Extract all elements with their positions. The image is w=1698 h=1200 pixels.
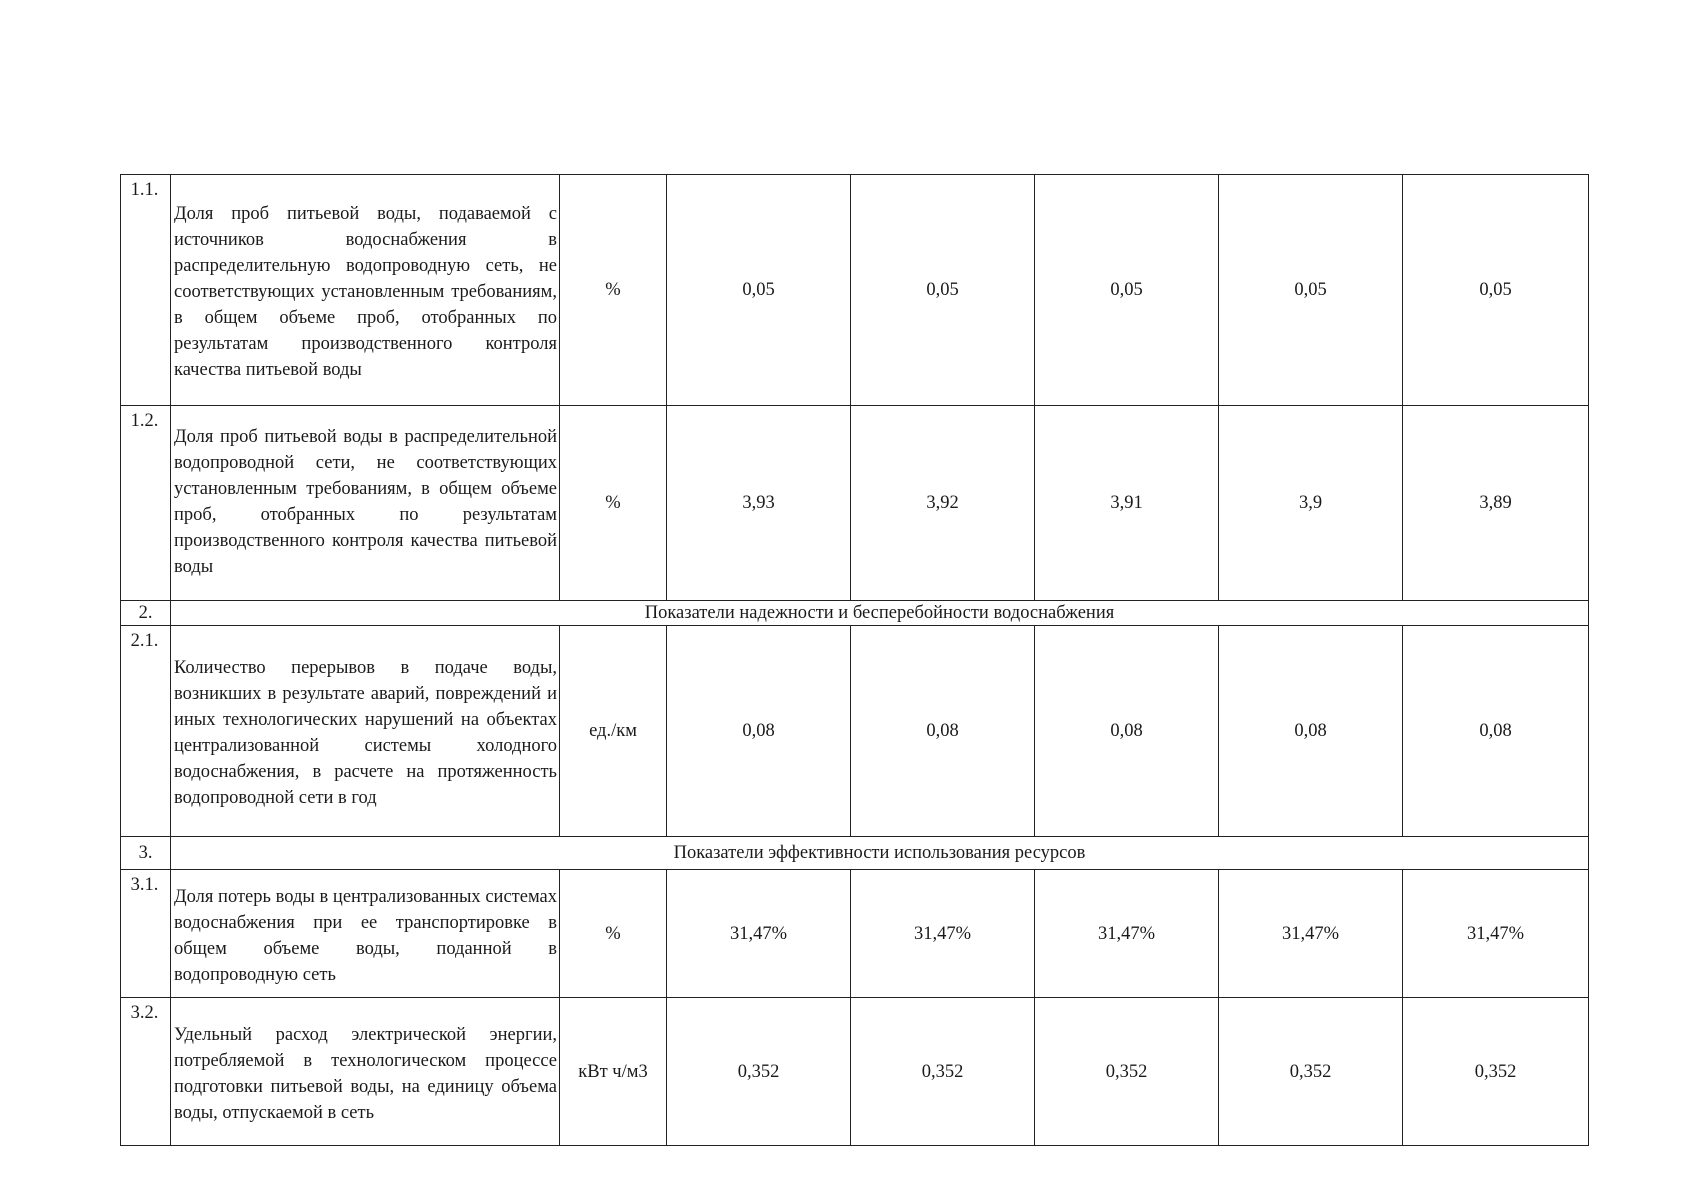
value-cell: 0,352 xyxy=(1219,998,1403,1146)
row-number: 2.1. xyxy=(121,626,171,837)
section-title: Показатели эффективности использования ресурсов xyxy=(171,837,1589,870)
value-cell: 31,47% xyxy=(1403,870,1589,998)
value-cell: 3,89 xyxy=(1403,406,1589,601)
section-title: Показатели надежности и бесперебойности водоснабжения xyxy=(171,601,1589,626)
unit-cell: % xyxy=(560,870,667,998)
table-row xyxy=(121,998,1589,1146)
unit-cell: ед./км xyxy=(560,626,667,837)
indicator-description: Удельный расход электрической энергии, потребляемой в технологическом процессе подготовки питьевой воды, на единицу объема воды, отпускаемой в сеть xyxy=(171,998,560,1146)
unit-cell: % xyxy=(560,406,667,601)
value-cell: 0,05 xyxy=(667,175,851,406)
value-cell: 0,05 xyxy=(1403,175,1589,406)
value-cell: 3,91 xyxy=(1035,406,1219,601)
value-cell: 0,05 xyxy=(1219,175,1403,406)
value-cell: 0,05 xyxy=(1035,175,1219,406)
section-number: 3. xyxy=(121,837,171,870)
section-number: 2. xyxy=(121,601,171,626)
value-cell: 31,47% xyxy=(851,870,1035,998)
value-cell: 3,9 xyxy=(1219,406,1403,601)
row-number: 1.2. xyxy=(121,406,171,601)
section-row xyxy=(121,601,1589,626)
indicator-description: Доля проб питьевой воды, подаваемой с источников водоснабжения в распределительную водопроводную сеть, не соответствующих установленным требованиям, в общем объеме проб, отобранных по результатам производственного контроля качества питьевой воды xyxy=(171,175,560,406)
value-cell: 0,08 xyxy=(851,626,1035,837)
table-row xyxy=(121,406,1589,601)
unit-cell: % xyxy=(560,175,667,406)
value-cell: 31,47% xyxy=(667,870,851,998)
indicators-table xyxy=(120,174,1589,1146)
value-cell: 3,92 xyxy=(851,406,1035,601)
value-cell: 0,352 xyxy=(1035,998,1219,1146)
indicator-description: Доля потерь воды в централизованных системах водоснабжения при ее транспортировке в общем объеме воды, поданной в водопроводную сеть xyxy=(171,870,560,998)
table-row xyxy=(121,870,1589,998)
table-row xyxy=(121,626,1589,837)
value-cell: 0,08 xyxy=(667,626,851,837)
value-cell: 0,05 xyxy=(851,175,1035,406)
value-cell: 0,352 xyxy=(851,998,1035,1146)
value-cell: 0,352 xyxy=(1403,998,1589,1146)
indicator-description: Доля проб питьевой воды в распределительной водопроводной сети, не соответствующих установленным требованиям, в общем объеме проб, отобранных по результатам производственного контроля качества питьевой воды xyxy=(171,406,560,601)
value-cell: 0,08 xyxy=(1035,626,1219,837)
indicator-description: Количество перерывов в подаче воды, возникших в результате аварий, повреждений и иных технологических нарушений на объектах централизованной системы холодного водоснабжения, в расчете на протяженность водопроводной сети в год xyxy=(171,626,560,837)
value-cell: 0,352 xyxy=(667,998,851,1146)
value-cell: 0,08 xyxy=(1403,626,1589,837)
table-row xyxy=(121,175,1589,406)
value-cell: 31,47% xyxy=(1219,870,1403,998)
value-cell: 31,47% xyxy=(1035,870,1219,998)
value-cell: 0,08 xyxy=(1219,626,1403,837)
value-cell: 3,93 xyxy=(667,406,851,601)
row-number: 1.1. xyxy=(121,175,171,406)
unit-cell: кВт ч/м3 xyxy=(560,998,667,1146)
row-number: 3.2. xyxy=(121,998,171,1146)
section-row xyxy=(121,837,1589,870)
row-number: 3.1. xyxy=(121,870,171,998)
